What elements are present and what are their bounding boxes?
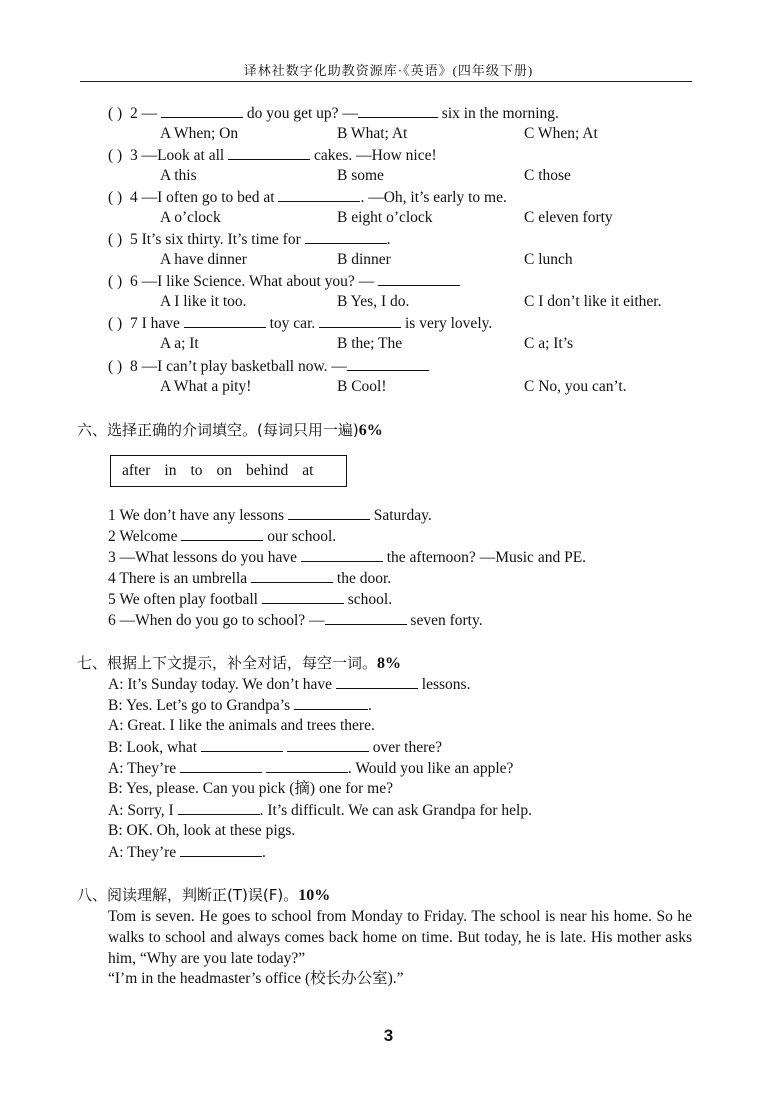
answer-blank[interactable] — [336, 674, 418, 689]
reading-paragraph: Tom is seven. He goes to school from Monday to Friday. The school is near his home. So he walks to school and always comes back home on time. But today, he is late. His mother asks him, “Why are you late today?” — [108, 908, 692, 967]
option-a: A o’clock — [160, 209, 221, 226]
header-rule — [80, 81, 692, 82]
question-3: ( ) 3 —Look at all cakes. —How nice! — [108, 147, 437, 164]
question-5: ( ) 5 It’s six thirty. It’s time for . — [108, 231, 391, 248]
option-a: A I like it too. — [160, 293, 247, 310]
answer-blank[interactable] — [178, 800, 260, 815]
option-b: B eight o’clock — [337, 209, 433, 226]
question-6: ( ) 6 —I like Science. What about you? — — [108, 271, 460, 292]
option-c: C those — [524, 167, 571, 184]
option-c: C No, you can’t. — [524, 378, 627, 395]
option-b: B What; At — [337, 125, 408, 142]
answer-blank[interactable] — [294, 695, 368, 710]
answer-blank[interactable] — [180, 758, 262, 773]
answer-blank[interactable] — [181, 526, 263, 541]
option-a: A this — [160, 167, 197, 184]
option-b: B the; The — [337, 335, 403, 352]
dialogue-line-8: B: OK. Oh, look at these pigs. — [108, 822, 296, 839]
question-7: ( ) 7 I have toy car. is very lovely. — [108, 315, 493, 332]
dialogue-line-4: B: Look, what over there? — [108, 739, 443, 756]
answer-blank[interactable] — [266, 758, 348, 773]
option-b: B Cool! — [337, 378, 387, 395]
option-b: B Yes, I do. — [337, 293, 410, 310]
section-7-title: 七、根据上下文提示，补全对话，每空一词。8% — [77, 654, 402, 672]
option-b: B dinner — [337, 251, 391, 268]
section-8-title: 八、阅读理解，判断正(T)误(F)。10% — [77, 886, 331, 904]
answer-blank[interactable] — [184, 313, 266, 328]
question-4: ( ) 4 —I often go to bed at . —Oh, it’s early to me. — [108, 189, 507, 206]
answer-blank[interactable] — [228, 145, 310, 160]
dialogue-line-7: A: Sorry, I . It’s difficult. We can ask Grandpa for help. — [108, 802, 532, 819]
fill-item-6: 6 —When do you go to school? — seven forty. — [108, 612, 483, 629]
fill-item-1: 1 We don’t have any lessons Saturday. — [108, 507, 432, 524]
fill-item-4: 4 There is an umbrella the door. — [108, 570, 392, 587]
option-b: B some — [337, 167, 384, 184]
answer-blank[interactable] — [180, 842, 262, 857]
fill-item-2: 2 Welcome our school. — [108, 528, 337, 545]
page-header: 译林社数字化助教资源库·《英语》(四年级下册) — [243, 63, 534, 78]
dialogue-line-5: A: They’re . Would you like an apple? — [108, 760, 514, 777]
dialogue-line-6: B: Yes, please. Can you pick (摘) one for me? — [108, 780, 393, 797]
dialogue-line-9: A: They’re . — [108, 844, 266, 861]
dialogue-line-3: A: Great. I like the animals and trees there. — [108, 717, 375, 734]
answer-blank[interactable] — [319, 313, 401, 328]
option-c: C a; It’s — [524, 335, 574, 352]
question-2: ( ) 2 — do you get up? — six in the morning. — [108, 105, 559, 122]
reading-quote: “I’m in the headmaster’s office (校长办公室).” — [108, 970, 404, 987]
answer-blank[interactable] — [287, 737, 369, 752]
fill-item-3: 3 —What lessons do you have the afternoon? —Music and PE. — [108, 549, 587, 566]
dialogue-line-1: A: It’s Sunday today. We don’t have lessons. — [108, 676, 471, 693]
option-a: A When; On — [160, 125, 239, 142]
answer-blank[interactable] — [378, 271, 460, 286]
word-bank: after in to on behind at — [110, 455, 347, 487]
option-c: C When; At — [524, 125, 598, 142]
option-a: A have dinner — [160, 251, 247, 268]
answer-blank[interactable] — [358, 103, 438, 118]
dialogue-line-2: B: Yes. Let’s go to Grandpa’s . — [108, 697, 372, 714]
option-a: A What a pity! — [160, 378, 252, 395]
option-c: C I don’t like it either. — [524, 293, 662, 310]
answer-blank[interactable] — [161, 103, 243, 118]
option-c: C eleven forty — [524, 209, 613, 226]
answer-blank[interactable] — [278, 187, 360, 202]
option-c: C lunch — [524, 251, 573, 268]
answer-blank[interactable] — [288, 505, 370, 520]
answer-blank[interactable] — [305, 229, 387, 244]
answer-blank[interactable] — [325, 610, 407, 625]
answer-blank[interactable] — [201, 737, 283, 752]
fill-item-5: 5 We often play football school. — [108, 591, 393, 608]
answer-blank[interactable] — [301, 547, 383, 562]
option-a: A a; It — [160, 335, 199, 352]
section-6-title: 六、选择正确的介词填空。(每词只用一遍)6% — [77, 421, 383, 439]
answer-blank[interactable] — [262, 589, 344, 604]
answer-blank[interactable] — [347, 356, 429, 371]
page-number: 3 — [383, 1026, 394, 1045]
question-8: ( ) 8 —I can’t play basketball now. — — [108, 356, 429, 377]
answer-blank[interactable] — [251, 568, 333, 583]
